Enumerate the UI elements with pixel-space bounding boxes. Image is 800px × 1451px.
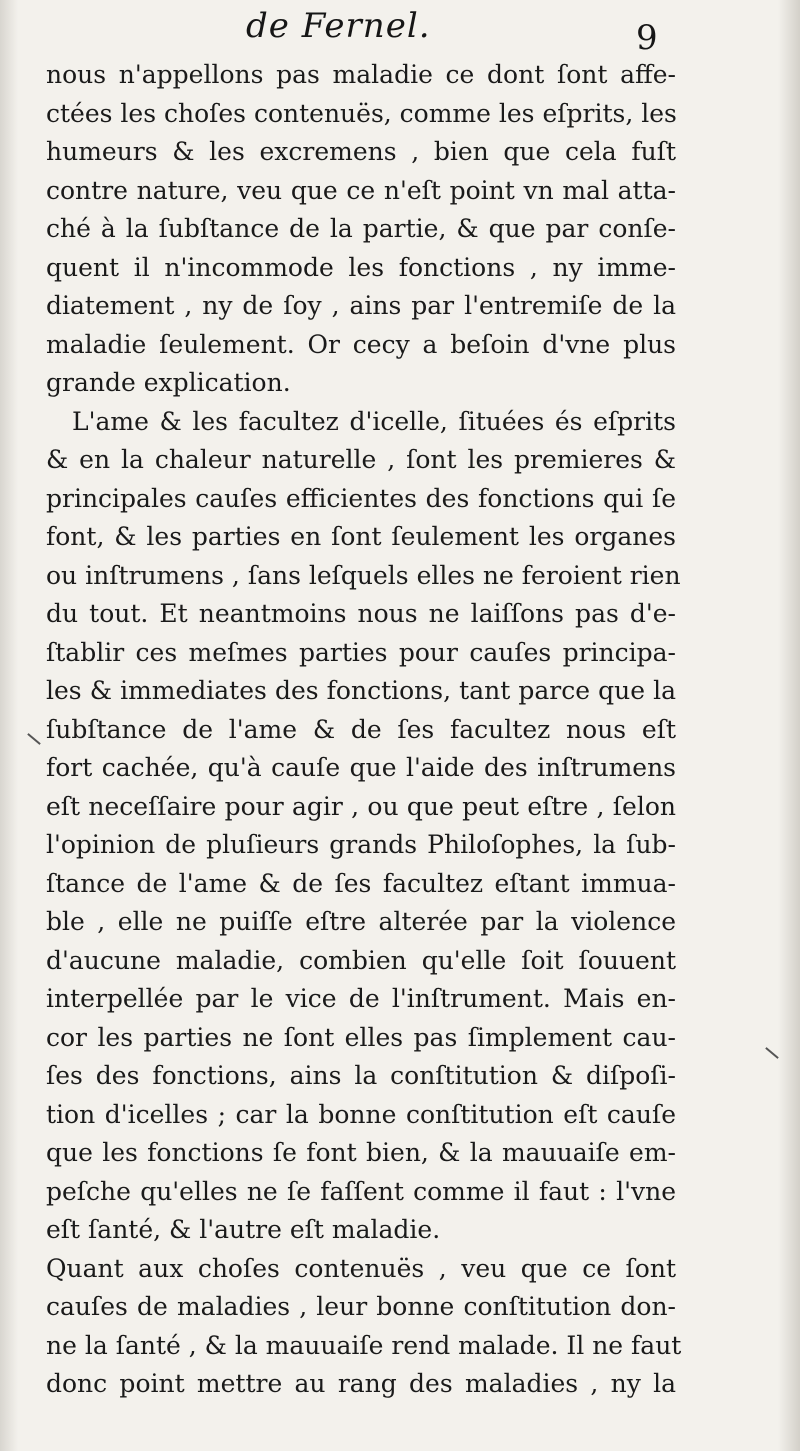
text-line: donc point mettre au rang des maladies , ny la	[46, 1369, 676, 1398]
text-line: ché à la ſubſtance de la partie, & que par conſe-	[46, 214, 676, 243]
text-line: l'opinion de pluſieurs grands Philoſophes, la ſub-	[46, 830, 676, 859]
text-line: ſtance de l'ame & de ſes facultez eſtant immua-	[46, 868, 676, 898]
margin-mark	[765, 1047, 779, 1059]
text-line: eſt ſanté, & l'autre eſt maladie.	[46, 1215, 441, 1244]
text-line: diatement , ny de ſoy , ains par l'entremiſe de la	[46, 291, 676, 320]
text-line: du tout. Et neantmoins nous ne laiſſons pas d'e-	[46, 599, 676, 628]
text-line: ne la ſanté , & la mauuaiſe rend malade. Il ne faut	[46, 1330, 682, 1360]
text-line: peſche qu'elles ne ſe faſſent comme il faut : l'vne	[46, 1176, 676, 1206]
text-line: humeurs & les excremens , bien que cela fuſt	[46, 137, 676, 166]
margin-mark	[27, 733, 41, 745]
text-line: fort cachée, qu'à cauſe que l'aide des inſtrumens	[46, 753, 676, 782]
text-line: d'aucune maladie, combien qu'elle ſoit ſouuent	[46, 945, 676, 975]
text-line: ſubſtance de l'ame & de ſes facultez nous eſt	[46, 714, 676, 744]
running-head: de Fernel.	[246, 6, 431, 46]
text-line: ble , elle ne puiſſe eſtre alterée par la violence	[46, 907, 676, 936]
body-text	[46, 56, 682, 1404]
text-line: Quant aux choſes contenuës , veu que ce ſont	[46, 1253, 676, 1283]
text-line: & en la chaleur naturelle , ſont les premieres &	[46, 445, 676, 474]
text-line: interpellée par le vice de l'inſtrument. Mais en-	[46, 984, 676, 1013]
text-line: que les fonctions ſe font bien, & la mauuaiſe em-	[46, 1138, 676, 1167]
text-line: ſes des fonctions, ains la conſtitution & diſpoſi-	[46, 1061, 676, 1090]
text-line: maladie ſeulement. Or cecy a beſoin d'vne plus	[46, 329, 676, 359]
text-line: grande explication.	[46, 368, 291, 397]
text-line: cor les parties ne ſont elles pas ſimplement cau-	[46, 1022, 676, 1052]
text-line: eſt neceſſaire pour agir , ou que peut eſtre , ſelon	[46, 791, 676, 821]
text-line: font, & les parties en ſont ſeulement les organes	[46, 522, 676, 551]
text-line: cauſes de maladies , leur bonne conſtitution don-	[46, 1292, 676, 1321]
text-line: L'ame & les facultez d'icelle, ſituées és eſprits	[72, 406, 676, 436]
text-line: tion d'icelles ; car la bonne conſtitution eſt cauſe	[46, 1099, 676, 1129]
text-line: les & immediates des fonctions, tant parce que la	[46, 676, 676, 705]
text-line: nous n'appellons pas maladie ce dont ſont affe-	[46, 60, 676, 89]
text-line: ſtablir ces meſmes parties pour cauſes principa-	[46, 637, 676, 667]
page-right-shadow	[778, 0, 800, 1451]
text-line: ou inſtrumens , ſans leſquels elles ne feroient rien	[46, 560, 681, 590]
text-line: principales cauſes efficientes des fonctions qui ſe	[46, 483, 676, 513]
text-line: contre nature, veu que ce n'eſt point vn mal atta-	[46, 175, 676, 205]
text-line: ctées les choſes contenuës, comme les eſprits, les	[46, 98, 677, 128]
text-line: quent il n'incommode les fonctions , ny imme-	[46, 252, 676, 282]
page-number: 9	[636, 18, 658, 58]
page-left-shadow	[0, 0, 18, 1451]
